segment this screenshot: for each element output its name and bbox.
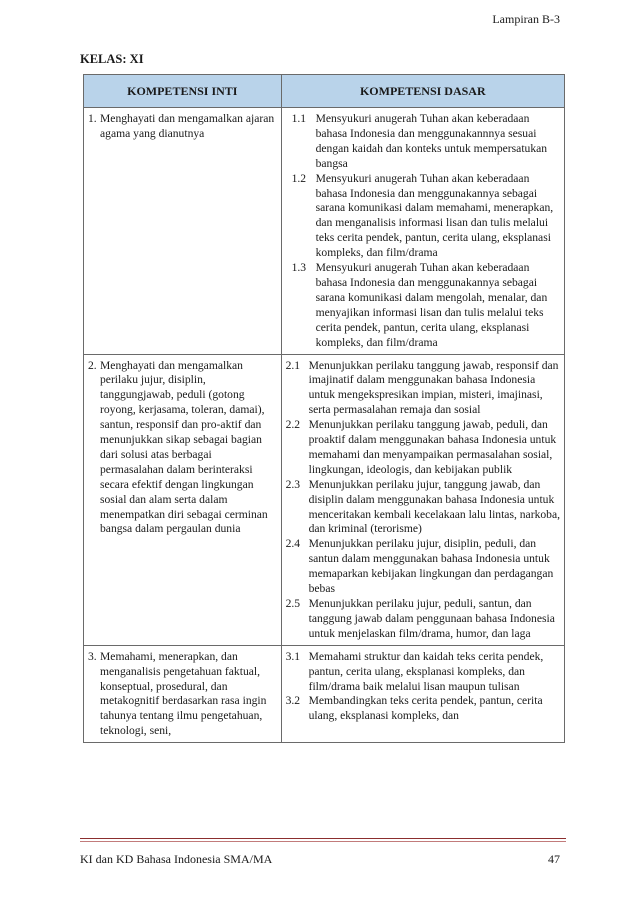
ki-number: 1. bbox=[88, 112, 97, 125]
kd-number: 2.5 bbox=[285, 597, 301, 610]
kd-text: Membandingkan teks cerita pendek, pantun, cerita ulang, eksplanasi kompleks, dan bbox=[308, 694, 543, 723]
kd-item bbox=[292, 112, 562, 172]
ki-item bbox=[88, 112, 279, 142]
ki-number: 2. bbox=[88, 358, 97, 372]
kd-text: Mensyukuri anugerah Tuhan akan keberadaan bahasa Indonesia dan menggunakannya sebagai sarana komunikasi dalam memahami, menerapkan, dan menganalisis informasi lisan dan tulis melalui teks cerita pendek, pantun, cerita ulang, eksplanasi kompleks, dan film/drama bbox=[315, 171, 554, 260]
ki-cell bbox=[84, 645, 282, 742]
kompetensi-table bbox=[83, 74, 565, 743]
kd-item bbox=[286, 359, 562, 419]
ki-text: Memahami, menerapkan, dan menganalisis pengetahuan faktual, konseptual, prosedural, dan metakognitif berdasarkan rasa ingin tahunya tentang ilmu pengetahuan, teknologi, seni, bbox=[100, 649, 267, 738]
table-header-row bbox=[84, 75, 565, 108]
kd-number: 1.1 bbox=[291, 112, 307, 125]
kd-number: 2.1 bbox=[285, 358, 301, 372]
kd-number: 3.2 bbox=[285, 694, 301, 708]
table-row bbox=[84, 354, 565, 645]
kd-number: 2.3 bbox=[285, 477, 301, 491]
kd-cell bbox=[281, 645, 564, 742]
kd-text: Memahami struktur dan kaidah teks cerita pendek, pantun, cerita ulang, eksplanasi kompleks, dan film/drama baik melalui lisan maupun tulisan bbox=[308, 649, 544, 693]
ki-cell bbox=[84, 354, 282, 645]
kd-number: 3.1 bbox=[285, 649, 301, 663]
ki-cell bbox=[84, 108, 282, 355]
kd-item bbox=[286, 537, 562, 597]
kd-text: Menunjukkan perilaku tanggung jawab, responsif dan imajinatif dalam menggunakan bahasa Indonesia untuk mengekspresikan impian, misteri, imajinasi, serta permasalahan remaja dan sosial bbox=[308, 358, 559, 417]
kd-item bbox=[286, 650, 562, 695]
ki-item bbox=[88, 650, 279, 739]
kd-text: Menunjukkan perilaku jujur, peduli, santun, dan tanggung jawab dalam penggunaan bahasa Indonesia untuk menjelaskan film/drama, humor, dan laga bbox=[308, 597, 555, 640]
kd-item bbox=[286, 694, 562, 724]
table-row bbox=[84, 108, 565, 355]
kd-text: Menunjukkan perilaku jujur, tanggung jawab, dan disiplin dalam menggunakan bahasa Indonesia untuk menceritakan kembali kecelakaan lalu lintas, narkoba, dan kriminal (terorisme) bbox=[308, 477, 560, 536]
lampiran-label: Lampiran B-3 bbox=[492, 12, 560, 26]
header-kompetensi-dasar: KOMPETENSI DASAR bbox=[281, 75, 564, 108]
kelas-heading: KELAS: XI bbox=[80, 52, 144, 66]
kd-item bbox=[286, 478, 562, 538]
kd-number: 2.2 bbox=[285, 418, 301, 432]
table-row bbox=[84, 645, 565, 742]
kd-item bbox=[292, 172, 562, 261]
footer-divider bbox=[80, 838, 566, 839]
kd-cell bbox=[281, 354, 564, 645]
ki-text: Menghayati dan mengamalkan perilaku jujur, disiplin, tanggungjawab, peduli (gotong royong, kerjasama, toleran, damai), santun, responsif dan pro-aktif dan menunjukkan sikap sebagai bagian dari solusi atas berbagai permasalahan dalam berinteraksi secara efektif dengan lingkungan sosial dan alam serta dalam menempatkan diri sebagai cerminan bangsa dalam pergaulan dunia bbox=[100, 358, 268, 536]
ki-text: Menghayati dan mengamalkan ajaran agama yang dianutnya bbox=[100, 112, 275, 140]
kd-text: Mensyukuri anugerah Tuhan akan keberadaan bahasa Indonesia dan menggunakannya sebagai sarana komunikasi dalam mengolah, menalar, dan menyajikan informasi lisan dan tulis melalui teks cerita pendek, pantun, cerita ulang, eksplanasi kompleks, dan film/drama bbox=[315, 261, 548, 349]
footer-document-title: KI dan KD Bahasa Indonesia SMA/MA bbox=[80, 852, 273, 866]
header-kompetensi-inti: KOMPETENSI INTI bbox=[84, 75, 282, 108]
kd-text: Menunjukkan perilaku jujur, disiplin, peduli, dan santun dalam menggunakan bahasa Indonesia untuk memaparkan kebijakan lingkungan dan perdagangan bebas bbox=[308, 537, 554, 596]
kd-item bbox=[286, 418, 562, 478]
footer-divider-thin bbox=[80, 841, 566, 842]
page-number: 47 bbox=[548, 852, 560, 866]
kd-text: Mensyukuri anugerah Tuhan akan keberadaan bahasa Indonesia dan menggunakannnya sesuai dengan kaidah dan konteks untuk mempersatukan bangsa bbox=[315, 112, 548, 170]
kd-text: Menunjukkan perilaku tanggung jawab, peduli, dan proaktif dalam menggunakan bahasa Indonesia untuk memahami dan menyampaikan permasalahan sosial, lingkungan, ideologis, dan kebijakan publik bbox=[308, 418, 557, 476]
kd-item bbox=[292, 261, 562, 350]
kd-number: 2.4 bbox=[285, 537, 301, 551]
ki-number: 3. bbox=[88, 649, 97, 663]
kd-number: 1.3 bbox=[291, 261, 307, 275]
kd-item bbox=[286, 597, 562, 642]
kd-number: 1.2 bbox=[291, 171, 307, 185]
ki-item bbox=[88, 359, 279, 538]
kd-cell bbox=[281, 108, 564, 355]
